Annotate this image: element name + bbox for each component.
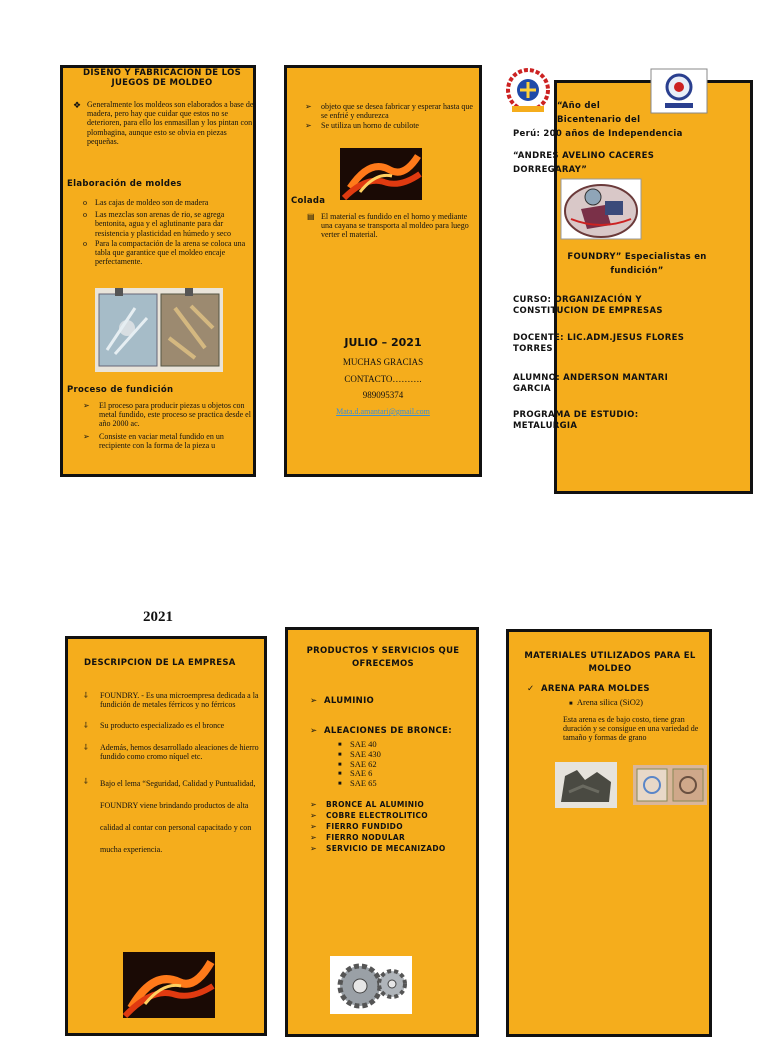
contact-label: CONTACTO………. xyxy=(344,374,422,384)
list-item: ■ SAE 6 xyxy=(338,768,373,779)
product-aluminio: ➢ ALUMINIO xyxy=(310,696,375,706)
list-item: ⸸ Además, hemos desarrollado aleaciones de hierro fundido como cromo níquel etc. xyxy=(84,742,259,761)
square-bullet-icon: ■ xyxy=(338,781,342,788)
square-bullet-icon: ■ xyxy=(338,771,342,778)
arrow-bullet-icon: ➢ xyxy=(310,844,318,853)
arrow-bullet-icon: ➢ xyxy=(310,833,318,842)
colada-heading: Colada xyxy=(291,196,326,206)
list-item: o Las cajas de moldeo son de madera xyxy=(83,198,209,207)
square-bullet-icon: ■ xyxy=(569,701,573,707)
list-item: ➢ Consiste en vaciar metal fundido en un recipiente con la forma de la pieza u xyxy=(83,431,224,450)
sae-list xyxy=(338,740,438,789)
pin-bullet-icon: ⸸ xyxy=(84,776,88,786)
list-item: ➢ FIERRO FUNDIDO xyxy=(310,822,403,831)
molten-metal-photo-2 xyxy=(123,952,215,1018)
elaboracion-list xyxy=(83,198,253,269)
list-item: o Las mezclas son arenas de rio, se agrega bentonita, agua y el aglutinante para dar resistencia y plasticidad en húmedo y seco xyxy=(83,210,231,238)
course-label: CURSO: ORGANIZACIÓN Y CONSTITUCION DE EMPRESAS xyxy=(513,295,663,317)
proceso-list xyxy=(83,401,255,453)
arrow-bullet-icon: ➢ xyxy=(305,102,312,111)
materiales-title: MATERIALES UTILIZADOS PARA EL MOLDEO xyxy=(524,651,696,674)
moldeo-intro: ❖ Generalmente los moldeos son elaborados a base de madera, pero hay que cuidar que estos no se deterioren, para ello los enmasillan y los pintan con plombagina, aunque esto se obvia en piezas pequeñas. xyxy=(73,100,254,146)
list-item: ■ SAE 40 xyxy=(338,739,377,749)
square-bullet-icon: ■ xyxy=(338,751,342,758)
student-label: ALUMNO: ANDERSON MANTARI GARCIA xyxy=(513,373,669,395)
circle-bullet-icon: o xyxy=(83,198,87,207)
productos-title: PRODUCTOS Y SERVICIOS QUE OFRECEMOS xyxy=(306,646,460,670)
product-bronce: ➢ ALEACIONES DE BRONCE: xyxy=(310,726,452,736)
circle-bullet-icon: o xyxy=(83,238,87,248)
list-item: ➢ SERVICIO DE MECANIZADO xyxy=(310,844,446,853)
program-label: PROGRAMA DE ESTUDIO: METALURGIA xyxy=(513,410,639,432)
descripcion-title: DESCRIPCION DE LA EMPRESA xyxy=(84,658,236,668)
arrow-bullet-icon: ➢ xyxy=(310,800,318,809)
teacher-label: DOCENTE: LIC.ADM.JESUS FLORES TORRES xyxy=(513,333,685,355)
company-tagline-1: FOUNDRY” Especialistas en xyxy=(567,252,707,262)
moldeo-title: DISEÑO Y FABRICACION DE LOS JUEGOS DE MOLDEO xyxy=(82,68,242,88)
continuation-list xyxy=(305,102,479,134)
panel-cover xyxy=(513,80,753,494)
square-bullet-icon: ■ xyxy=(338,761,342,768)
list-item: ➢ FIERRO NODULAR xyxy=(310,833,406,842)
diamond-bullet-icon: ❖ xyxy=(73,100,82,110)
colada-item: ▤ El material es fundido en el horno y mediante una cayana se transporta al moldeo para luego verter el material. xyxy=(307,212,469,240)
list-item: ➢ El proceso para producir piezas u objetos con metal fundido, este proceso se practica desde el año 2000 ac. xyxy=(83,401,251,429)
proceso-heading: Proceso de fundición xyxy=(67,385,174,395)
panel-moldeo xyxy=(60,65,256,477)
year-title-2: Bicentenario del xyxy=(557,115,641,125)
other-products-list xyxy=(310,800,480,855)
list-item: ■ SAE 62 xyxy=(338,758,377,769)
list-item: ➢ Se utiliza un horno de cubilote xyxy=(305,121,419,131)
gears-photo xyxy=(330,956,412,1014)
box-bullet-icon: ▤ xyxy=(307,212,315,221)
company-tagline-2: fundición” xyxy=(610,266,664,276)
arrow-bullet-icon: ➢ xyxy=(310,822,318,831)
list-item: ⸸ FOUNDRY. - Es una microempresa dedicada a la fundición de metales férricos y no férricos xyxy=(84,691,259,710)
pin-bullet-icon: ⸸ xyxy=(84,721,88,731)
pin-bullet-icon: ⸸ xyxy=(84,691,88,700)
check-icon: ✓ xyxy=(527,684,535,694)
elaboracion-heading: Elaboración de moldes xyxy=(67,179,182,189)
list-item: ⸸ Su producto especializado es el bronce xyxy=(84,721,225,731)
panel-productos xyxy=(285,627,479,1037)
molten-metal-photo xyxy=(340,148,422,200)
circle-bullet-icon: o xyxy=(83,210,87,220)
sand-mold-photo xyxy=(555,762,617,808)
arrow-bullet-icon: ➢ xyxy=(310,726,318,736)
year-title-3: Perú: 200 años de Independencia xyxy=(513,129,683,139)
arrow-bullet-icon: ➢ xyxy=(310,696,318,706)
list-item: ➢ BRONCE AL ALUMINIO xyxy=(310,800,425,809)
arrow-bullet-icon: ➢ xyxy=(83,431,90,441)
iestp-logo xyxy=(651,69,707,113)
arena-desc: Esta arena es de bajo costo, tiene gran duración y se consigue en una variedad de tamaño y formas de grano xyxy=(563,715,699,743)
list-item: ➢ objeto que se desea fabricar y esperar hasta que se enfrié y endurezca xyxy=(305,102,473,121)
thanks-label: MUCHAS GRACIAS xyxy=(342,357,424,367)
school-logo-left xyxy=(502,66,554,118)
arena-heading: ✓ ARENA PARA MOLDES xyxy=(527,684,650,694)
foundry-logo xyxy=(561,179,641,239)
arrow-bullet-icon: ➢ xyxy=(310,811,318,820)
square-bullet-icon: ■ xyxy=(338,742,342,748)
arrow-bullet-icon: ➢ xyxy=(305,121,312,131)
arrow-bullet-icon: ➢ xyxy=(83,401,90,410)
panel-materiales xyxy=(506,629,712,1037)
phone-label: 989095374 xyxy=(362,390,404,400)
panel-descripcion xyxy=(65,636,267,1036)
school-name-1: “ANDRES AVELINO CACERES xyxy=(513,151,655,161)
list-item: ■ SAE 65 xyxy=(338,778,377,789)
molds-photo xyxy=(95,288,223,372)
sand-pattern-photo xyxy=(633,765,707,805)
list-item: ➢ COBRE ELECTROLITICO xyxy=(310,811,428,820)
silica-item: ■ Arena silica (SiO2) xyxy=(569,697,643,707)
date-label: JULIO – 2021 xyxy=(344,336,422,349)
school-name-2: DORREGARAY” xyxy=(513,165,588,175)
pin-bullet-icon: ⸸ xyxy=(84,742,88,752)
descripcion-list xyxy=(84,691,260,864)
email-link[interactable]: Mata.d.amantari@gmail.com xyxy=(336,407,430,416)
year-title-1: “Año del xyxy=(557,101,601,111)
list-item: o Para la compactación de la arena se coloca una tabla que garantice que el moldeo encaje perfectamente. xyxy=(83,238,246,267)
list-item: ⸸ Bajo el lema “Seguridad, Calidad y Puntualidad, FOUNDRY viene brindando productos de alta calidad al contar con personal capacitado y con mucha experiencia. xyxy=(84,776,256,854)
panel-colada xyxy=(284,65,482,477)
list-item: ■ SAE 430 xyxy=(338,748,381,759)
year-label: 2021 xyxy=(143,609,173,625)
